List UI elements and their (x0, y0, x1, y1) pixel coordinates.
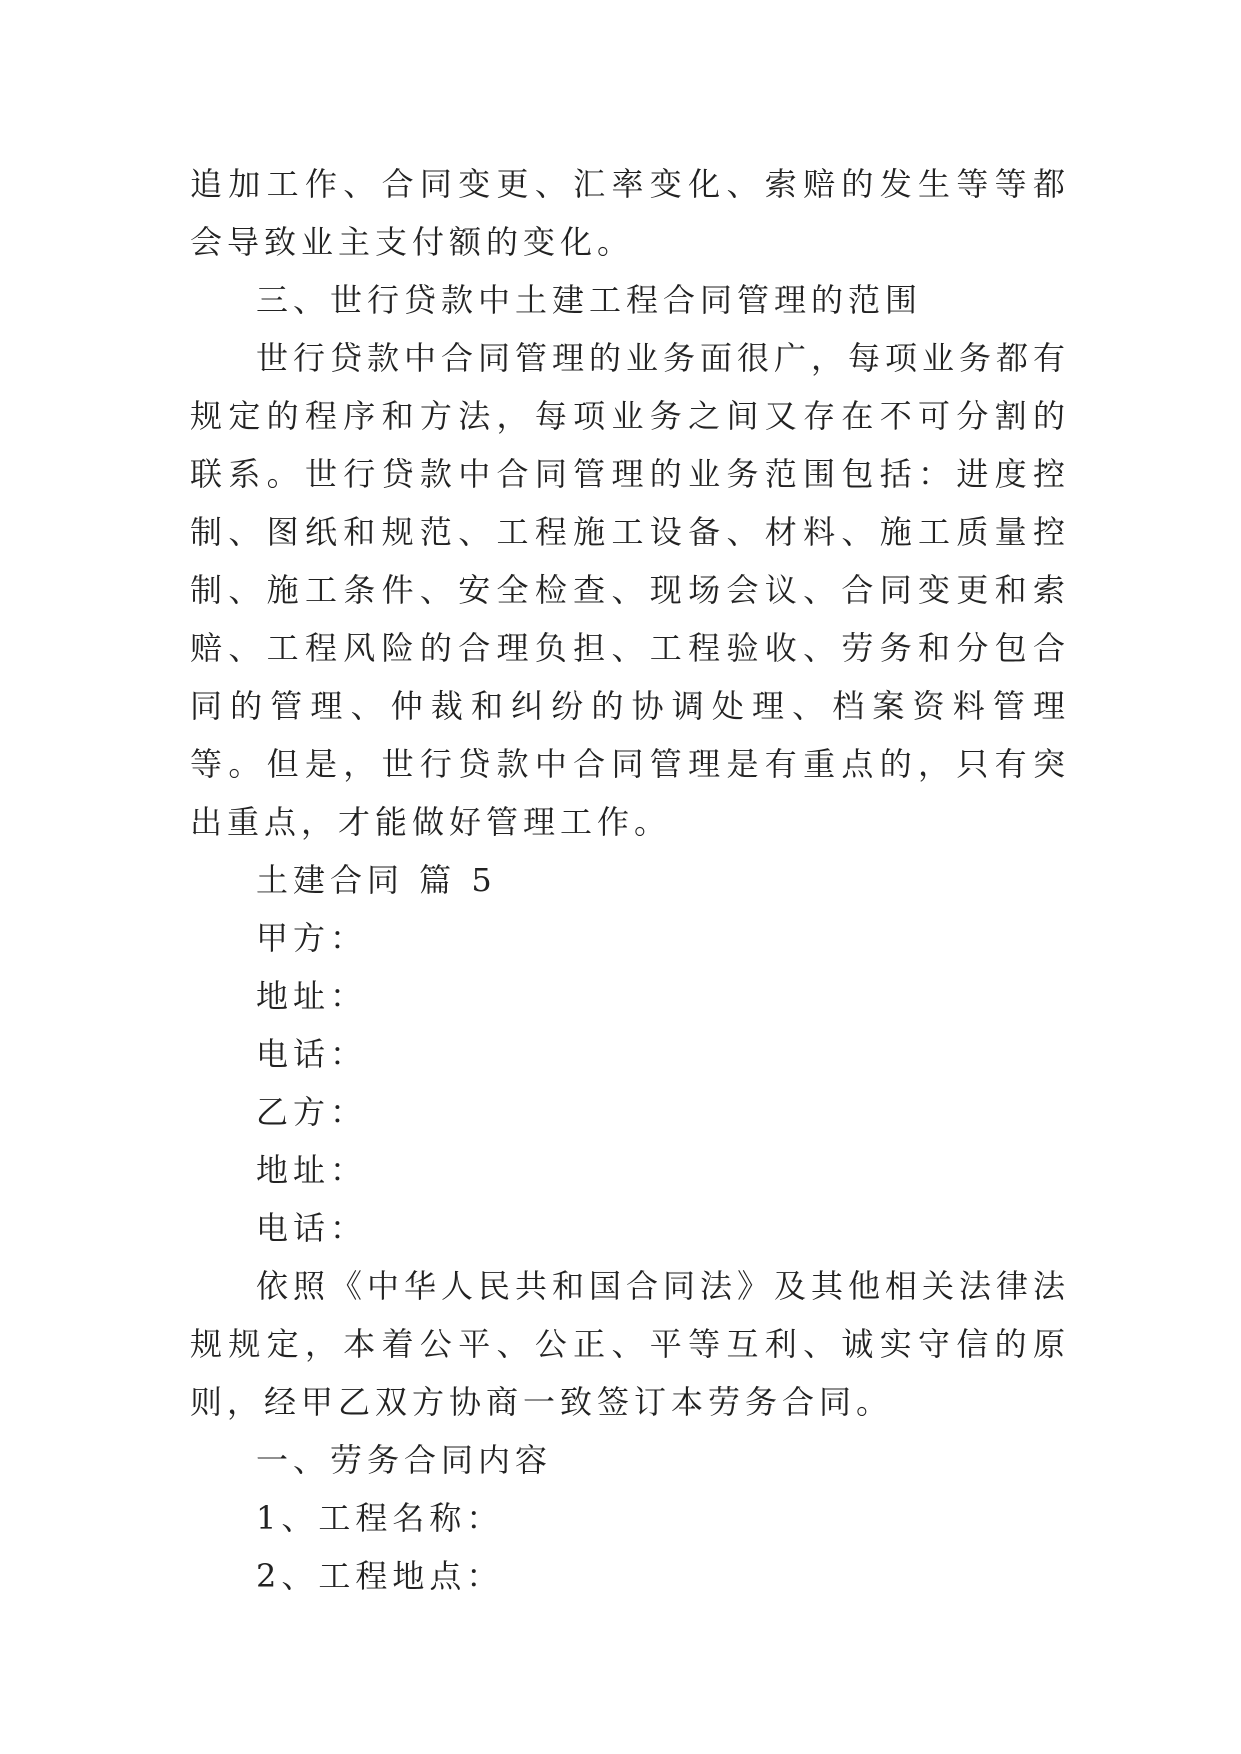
section-heading-contract-content: 一、劳务合同内容 (256, 1441, 553, 1479)
paragraph-scope-body: 世行贷款中合同管理的业务面很广，每项业务都有规定的程序和方法，每项业务之间又存在不可分割的联系。世行贷款中合同管理的业务范围包括：进度控制、图纸和规范、工程施工设备、材料、施工质量控制、施工条件、安全检查、现场会议、合同变更和索赔、工程风险的合理负担、工程验收、劳务和分包合同的管理、仲裁和纠纷的协调处理、档案资料管理等。但是，世行贷款中合同管理是有重点的，只有突出重点，才能做好管理工作。 (190, 339, 1071, 841)
party-a-address-label: 地址： (256, 977, 368, 1015)
party-a-phone-label: 电话： (256, 1035, 368, 1073)
party-b-phone-label: 电话： (256, 1209, 368, 1247)
document-body (190, 155, 1070, 1605)
party-b-label: 乙方： (256, 1093, 368, 1131)
paragraph-continuation: 追加工作、合同变更、汇率变化、索赔的发生等等都会导致业主支付额的变化。 (190, 165, 1070, 261)
item-project-location: 2、工程地点： (256, 1557, 504, 1595)
party-b-address-label: 地址： (256, 1151, 368, 1189)
party-a-label: 甲方： (256, 919, 368, 957)
item-project-name: 1、工程名称： (256, 1499, 504, 1537)
section-heading-scope: 三、世行贷款中土建工程合同管理的范围 (256, 281, 923, 319)
contract-title: 土建合同 篇 5 (256, 861, 497, 899)
paragraph-legal-basis: 依照《中华人民共和国合同法》及其他相关法律法规规定，本着公平、公正、平等互利、诚实守信的原则，经甲乙双方协商一致签订本劳务合同。 (190, 1267, 1071, 1421)
